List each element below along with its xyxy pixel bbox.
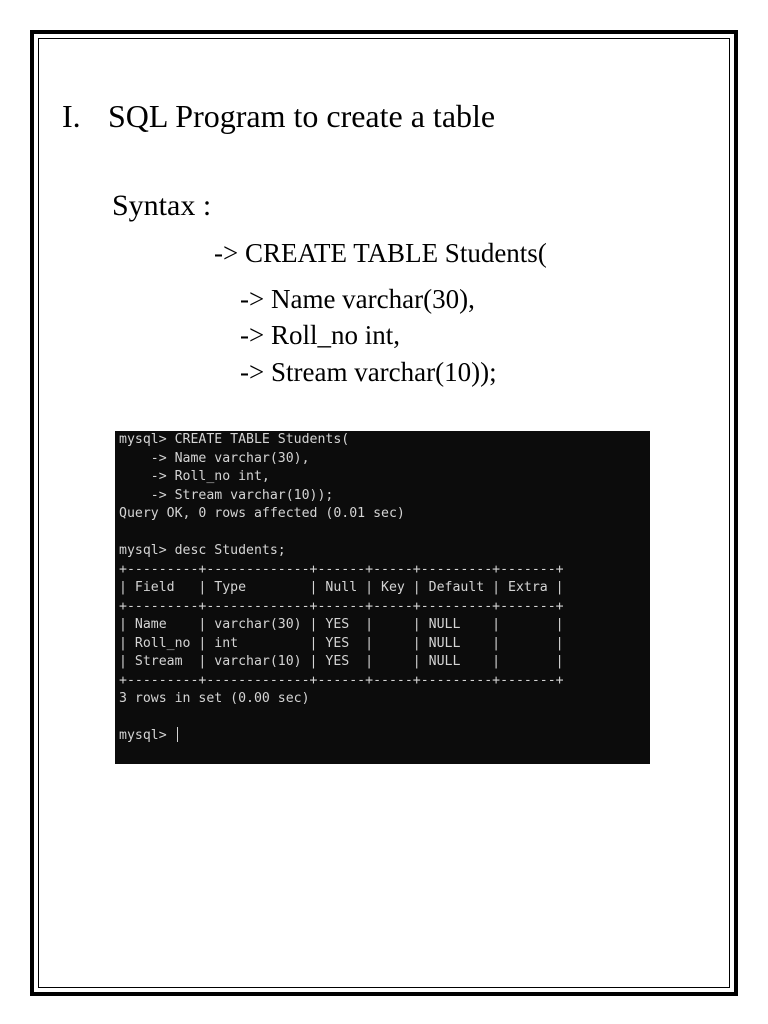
syntax-line: -> Roll_no int, [240,320,400,350]
terminal-line: Query OK, 0 rows affected (0.01 sec) [119,506,405,521]
terminal-line: +---------+-------------+------+-----+---------+-------+ [119,598,564,614]
heading-number: I. [62,98,81,134]
terminal-screenshot [115,431,650,764]
syntax-line: -> Name varchar(30), [240,284,475,314]
terminal-line: -> Name varchar(30), [119,450,310,466]
section-heading [62,98,495,135]
terminal-line: | Name | varchar(30) | YES | | NULL | | [119,617,564,632]
syntax-line: -> Stream varchar(10)); [240,357,497,387]
terminal-line: +---------+-------------+------+-----+---------+-------+ [119,672,564,688]
terminal-prompt[interactable]: mysql> [119,728,175,743]
terminal-line: | Roll_no | int | YES | | NULL | | [119,635,564,651]
terminal-line: | Stream | varchar(10) | YES | | NULL | | [119,654,564,669]
terminal-line: 3 rows in set (0.00 sec) [119,691,310,706]
terminal-line: -> Stream varchar(10)); [119,487,334,503]
terminal-line: +---------+-------------+------+-----+---------+-------+ [119,561,564,577]
syntax-label: Syntax : [112,189,212,222]
heading-title: SQL Program to create a table [108,98,496,134]
terminal-line: mysql> desc Students; [119,543,286,558]
text-cursor [177,727,178,742]
terminal-output [119,431,650,746]
terminal-line: | Field | Type | Null | Key | Default | Extra | [119,580,564,595]
terminal-line: mysql> CREATE TABLE Students( [119,432,350,447]
terminal-line: -> Roll_no int, [119,469,270,484]
syntax-line: -> CREATE TABLE Students( [214,238,547,268]
